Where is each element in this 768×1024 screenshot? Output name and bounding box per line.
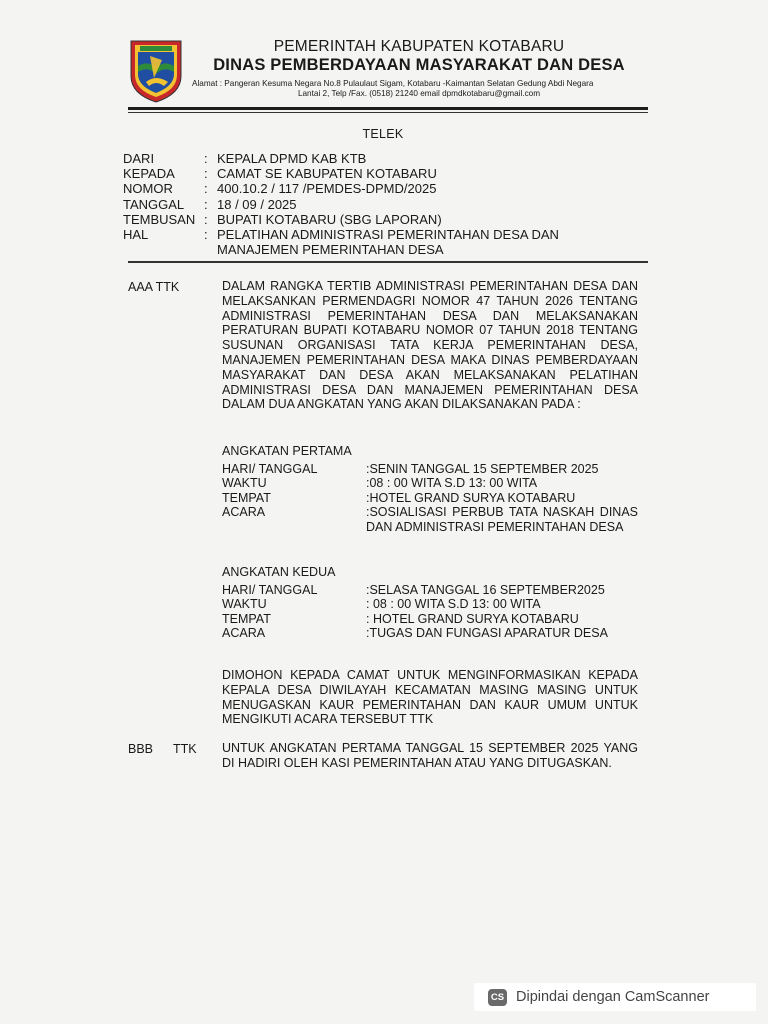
field-colon: :	[204, 181, 208, 197]
field-colon: :	[204, 151, 208, 166]
field-row-hal	[123, 227, 643, 257]
field-value: PELATIHAN ADMINISTRASI PEMERINTAHAN DESA DAN MANAJEMEN PEMERINTAHAN DESA	[217, 227, 559, 258]
field-label: KEPADA	[123, 166, 175, 182]
batch-row-label: TEMPAT	[222, 490, 271, 505]
batch-row-value: :TUGAS DAN FUNGASI APARATUR DESA	[366, 626, 608, 641]
batch-row-value: :SOSIALISASI PERBUB TATA NASKAH DINAS DAN ADMINISTRASI PEMERINTAHAN DESA	[366, 505, 638, 534]
section-b-label-left: BBB	[128, 742, 154, 756]
batch-row	[222, 462, 642, 477]
batch-first	[222, 444, 642, 535]
agency-name: DINAS PEMBERDAYAAN MASYARAKAT DAN DESA	[213, 56, 625, 74]
section-a-paragraph: DALAM RANGKA TERTIB ADMINISTRASI PEMERINTAHAN DESA DAN MELAKSANKAN PERMENDAGRI NOMOR 47 TAHUN 2026 TENTANG ADMINISTRASI PEMERINTAHAN DESA DAN MELAKSANAKAN PERATURAN BUPATI KOTABARU NOMOR 07 TAHUN 2018 TENTANG SUSUNAN ORGANISASI TATA KERJA PEMERINTAHAN DESA, MANAJEMEN PEMERINTAHAN DESA MAKA DINAS PEMBERDAYAAN MASYARAKAT DAN DESA AKAN MELAKSANAKAN PELATIHAN ADMINISTRASI DESA DAN MANAJEMEN PEMERINTAHAN DESA DALAM DUA ANGKATAN YANG AKAN DILAKSANAKAN PADA :	[222, 279, 638, 412]
batch-row-label: TEMPAT	[222, 611, 271, 626]
closing-paragraph: DIMOHON KEPADA CAMAT UNTUK MENGINFORMASIKAN KEPADA KEPALA DESA DIWILAYAH KECAMATAN MASING MASING UNTUK MENUGASKAN KAUR PEMERINTAHAN DAN KAUR UMUM UNTUK MENGIKUTI ACARA TERSEBUT TTK	[222, 668, 638, 727]
batch-row-value: :SENIN TANGGAL 15 SEPTEMBER 2025	[366, 461, 599, 476]
section-b-paragraph: UNTUK ANGKATAN PERTAMA TANGGAL 15 SEPTEMBER 2025 YANG DI HADIRI OLEH KASI PEMERINTAHAN ATAU YANG DITUGASKAN.	[222, 741, 638, 770]
batch-row-label: HARI/ TANGGAL	[222, 461, 318, 476]
batch-row-label: HARI/ TANGGAL	[222, 582, 318, 597]
field-row-kepada	[123, 166, 643, 181]
batch-row	[222, 505, 642, 534]
field-value: BUPATI KOTABARU (SBG LAPORAN)	[217, 211, 442, 227]
field-colon: :	[204, 166, 208, 182]
field-colon: :	[204, 227, 208, 243]
government-name: PEMERINTAH KABUPATEN KOTABARU	[273, 38, 565, 55]
batch-row-value: : HOTEL GRAND SURYA KOTABARU	[366, 611, 579, 626]
camscanner-text: Dipindai dengan CamScanner	[516, 989, 710, 1005]
batch-row	[222, 476, 642, 491]
batch-row-label: WAKTU	[222, 597, 267, 612]
batch-row	[222, 583, 642, 598]
field-label: TEMBUSAN	[123, 211, 196, 227]
camscanner-logo-icon: CS	[488, 989, 507, 1006]
field-value: 18 / 09 / 2025	[217, 196, 297, 212]
field-colon: :	[204, 196, 208, 212]
letterhead-rule-thick	[128, 107, 648, 110]
batch-row-label: WAKTU	[222, 476, 267, 491]
header-fields	[123, 151, 643, 257]
field-label: NOMOR	[123, 181, 173, 197]
batch-title: ANGKATAN KEDUA	[222, 565, 336, 579]
field-label: HAL	[123, 227, 149, 243]
batch-row-value: :08 : 00 WITA S.D 13: 00 WITA	[366, 476, 538, 491]
batch-row	[222, 626, 642, 641]
batch-row-label: ACARA	[222, 505, 266, 520]
batch-row	[222, 612, 642, 627]
batch-row-value: :SELASA TANGGAL 16 SEPTEMBER2025	[366, 582, 605, 597]
field-value: KEPALA DPMD KAB KTB	[217, 151, 367, 166]
section-a-label: AAA TTK	[128, 280, 180, 294]
batch-row	[222, 597, 642, 612]
field-row-nomor	[123, 181, 643, 196]
batch-row-label: ACARA	[222, 626, 266, 641]
section-b-label-right: TTK	[173, 742, 197, 756]
batch-row-value: :HOTEL GRAND SURYA KOTABARU	[366, 490, 576, 505]
field-label: TANGGAL	[123, 196, 185, 212]
letterhead-rule-thin	[128, 112, 648, 113]
batch-row-value: : 08 : 00 WITA S.D 13: 00 WITA	[366, 597, 541, 612]
field-label: DARI	[123, 151, 155, 166]
field-row-tanggal	[123, 197, 643, 212]
document-title: TELEK	[362, 127, 404, 141]
field-colon: :	[204, 211, 208, 227]
camscanner-badge	[474, 983, 756, 1011]
batch-title: ANGKATAN PERTAMA	[222, 444, 352, 458]
batch-row	[222, 491, 642, 506]
kotabaru-regency-emblem-icon	[128, 38, 184, 104]
batch-second	[222, 565, 642, 641]
address-line-2: Lantai 2, Telp /Fax. (0518) 21240 email dpmdkotabaru@gmail.com	[297, 89, 541, 98]
field-row-dari	[123, 151, 643, 166]
address-line-1: Alamat : Pangeran Kesuma Negara No.8 Pulaulaut Sigam, Kotabaru -Kaimantan Selatan Gedung Abdi Negara	[192, 79, 594, 88]
field-row-tembusan	[123, 212, 643, 227]
field-value: CAMAT SE KABUPATEN KOTABARU	[217, 166, 437, 182]
header-separator-rule	[128, 261, 648, 263]
field-value: 400.10.2 / 117 /PEMDES-DPMD/2025	[217, 181, 437, 197]
